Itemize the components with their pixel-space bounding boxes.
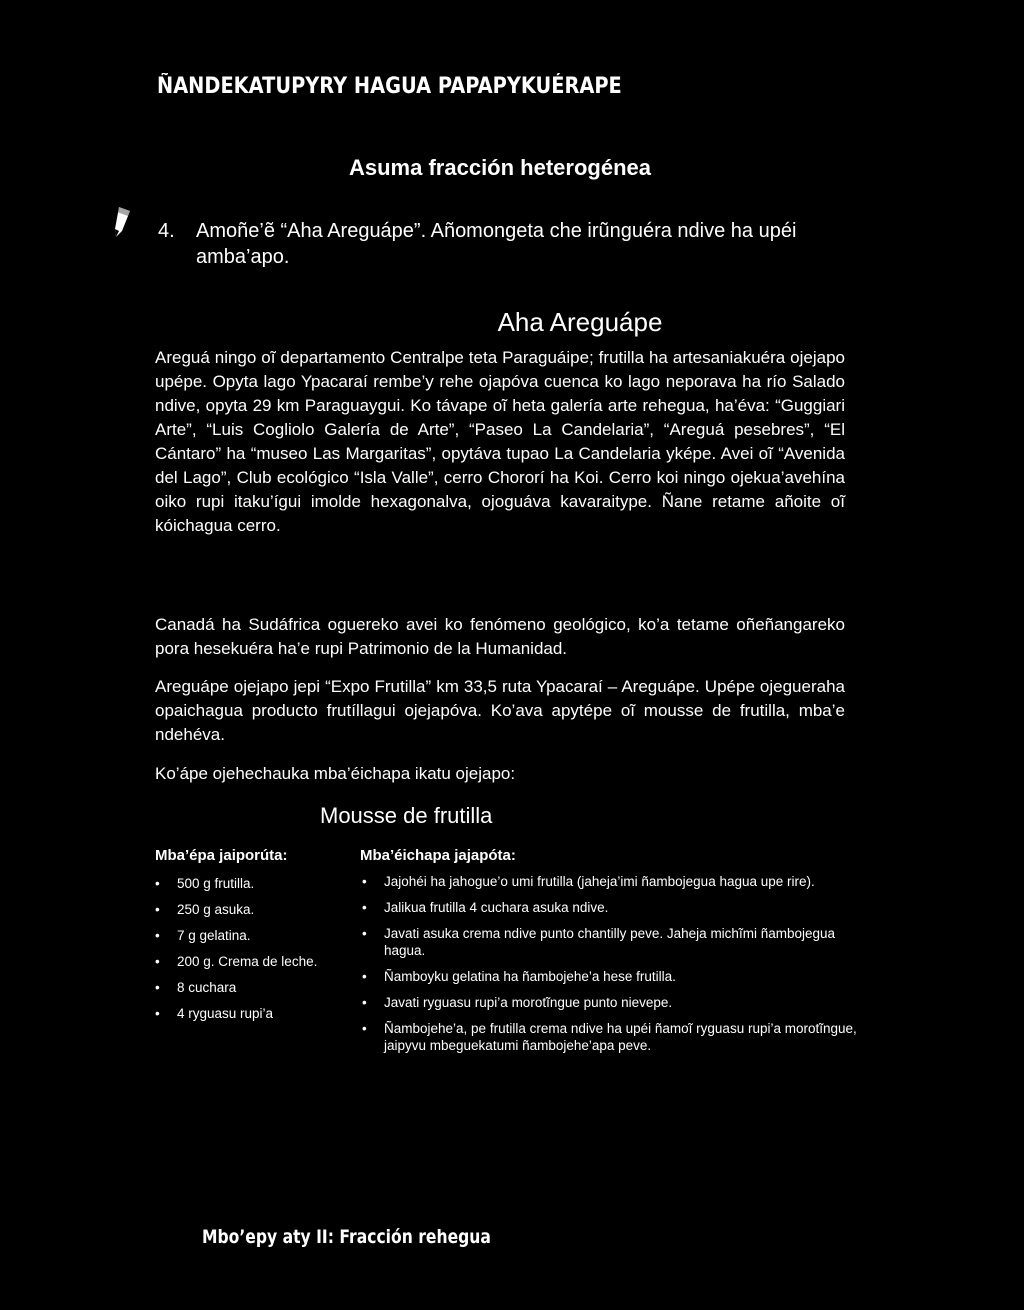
ingredient-item: • 8 cuchara xyxy=(155,979,355,996)
ingredient-item: • 250 g asuka. xyxy=(155,901,355,918)
step-item: • Javati ryguasu rupi’a morotĩngue punto nievepe. xyxy=(362,994,862,1011)
story-title-text: Aha Areguápe xyxy=(497,307,663,337)
paragraph-aregua: Areguá ningo oĩ departamento Centralpe teta Paraguáipe; frutilla ha artesaniakuéra ojejapo upépe. Opyta lago Ypacaraí rembe’y rehe ojapóva cuenca ko lago neporava ha río Salado ndive, opyta 29 km Paraguaygui. Ko távape oĩ heta galería arte rehegua, ha’éva: “Guggiari Arte”, “Luis Cogliolo Galería de Arte”, “Paseo La Candelaria”, “Areguá pesebres”, “El Cántaro” ha “museo Las Margaritas”, opytáva tupao La Candelaria yképe. Avei oĩ “Avenida del Lago”, Club ecológico “Isla Valle”, cerro Chororí ha Koi. Cerro koi ningo ojekua’avehína oiko rupi itaku’ígui imolde hexagonalva, ojoguáva kavaraitype. Ñane retame añoite oĩ kóichagua cerro. xyxy=(155,348,845,535)
section-title xyxy=(0,155,1000,181)
task-number: 4. xyxy=(158,220,175,242)
ingredient-item: • 500 g frutilla. xyxy=(155,875,355,892)
task-instruction xyxy=(158,218,858,270)
section-title-text: Asuma fracción heterogénea xyxy=(349,155,651,180)
paragraph-intro-recipe: Ko’ápe ojehechauka mba’éichapa ikatu ojejapo: xyxy=(155,764,516,783)
story-title xyxy=(0,307,840,338)
step-item: • Jalikua frutilla 4 cuchara asuka ndive. xyxy=(362,899,862,916)
task-text-1: Amoñe’ẽ “Aha Areguápe”. Añomongeta che irũnguéra ndive ha upéi xyxy=(196,220,797,242)
recipe-title: Mousse de frutilla xyxy=(320,803,493,828)
paragraph-expo-frutilla: Areguápe ojejapo jepi “Expo Frutilla” km 33,5 ruta Ypacaraí – Areguápe. Upépe ojegueraha opaichagua producto frutíllagui ojejapóva. Ko’ava apytépe oĩ mousse de frutilla, mba’e ndehéva. xyxy=(155,677,845,744)
task-text-2: amba’apo. xyxy=(196,246,290,268)
steps-heading: Mba’éichapa jajapóta: xyxy=(360,847,516,864)
ingredient-item: • 200 g. Crema de leche. xyxy=(155,953,355,970)
step-item: • Ñambojehe’a, pe frutilla crema ndive ha upéi ñamoĩ ryguasu rupi’a morotĩngue, jaipyvu mbeguekatumi ñambojehe’apa peve. xyxy=(362,1020,862,1054)
ingredient-item: • 4 ryguasu rupi’a xyxy=(155,1005,355,1022)
steps-list xyxy=(362,873,862,1063)
ingredient-item: • 7 g gelatina. xyxy=(155,927,355,944)
step-item: • Jajohéi ha jahogue’o umi frutilla (jaheja’imi ñambojegua hagua upe rire). xyxy=(362,873,862,890)
paragraph-canada: Canadá ha Sudáfrica oguereko avei ko fenómeno geológico, ko’a tetame oñeñangareko pora hesekuéra ha’e rupi Patrimonio de la Humanidad. xyxy=(155,615,845,658)
unit-header: ÑANDEKATUPYRY HAGUA PAPAPYKUÉRAPE xyxy=(157,74,622,99)
pencil-icon xyxy=(110,205,136,239)
task-line-1 xyxy=(158,218,858,244)
step-item: • Ñamboyku gelatina ha ñambojehe’a hese frutilla. xyxy=(362,968,862,985)
ingredients-heading: Mba’épa jaiporúta: xyxy=(155,847,288,864)
ingredients-list xyxy=(155,875,355,1031)
page-footer: Mbo’epy aty II: Fracción rehegua xyxy=(202,1226,491,1248)
step-item: • Javati asuka crema ndive punto chantilly peve. Jaheja michĩmi ñambojegua hagua. xyxy=(362,925,862,959)
